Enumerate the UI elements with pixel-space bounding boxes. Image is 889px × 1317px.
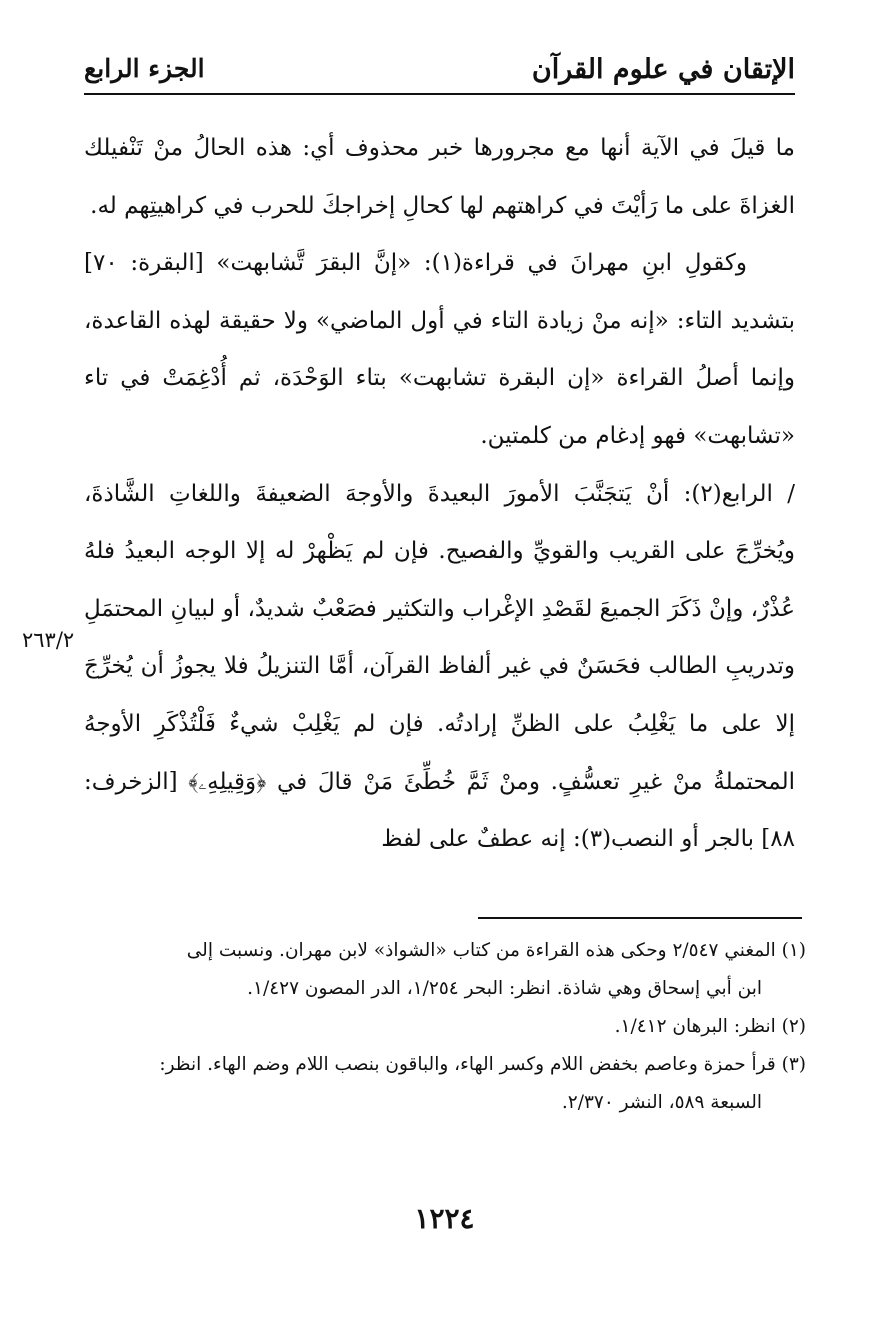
header-divider	[84, 93, 795, 95]
footnote-text: قرأ حمزة وعاصم بخفض اللام وكسر الهاء، والباقون بنصب اللام وضم الهاء. انظر:	[159, 1054, 776, 1075]
page-header	[84, 50, 795, 90]
footnote-3-continuation: السبعة ٥٨٩، النشر ٢/٣٧٠.	[561, 1092, 762, 1113]
footnote-1-continuation: ابن أبي إسحاق وهي شاذة. انظر: البحر ١/٢٥٤، الدر المصون ١/٤٢٧.	[247, 978, 762, 999]
footnote-1	[84, 932, 806, 970]
footnote-3	[84, 1046, 806, 1084]
page-number: ١٢٢٤	[414, 1202, 475, 1235]
footnote-divider	[478, 917, 802, 919]
footnote-text: انظر: البرهان ١/٤١٢.	[614, 1016, 776, 1037]
book-title: الإتقان في علوم القرآن	[531, 54, 795, 85]
footnote-text: المغني ٢/٥٤٧ وحكى هذه القراءة من كتاب «الشواذ» لابن مهران. ونسبت إلى	[186, 940, 776, 961]
part-label: الجزء الرابع	[84, 54, 205, 83]
footnote-2	[84, 1008, 806, 1046]
footnotes	[84, 932, 806, 1122]
paragraph-3: / الرابع(٢): أنْ يَتجَنَّبَ الأمورَ البعيدةَ والأوجهَ الضعيفةَ واللغاتِ الشَّاذةَ، ويُخرِّجَ على القريب والقويِّ والفصيح. فإن لم يَظْهرْ له إلا الوجه البعيدُ فلهُ عُذْرٌ، وإنْ ذَكَرَ الجميعَ لقَصْدِ الإغْراب والتكثير فصَعْبٌ شديدٌ، أو لبيانِ المحتمَلِ وتدريبِ الطالب فحَسَنٌ في غير ألفاظ القرآن، أمَّا التنزيلُ فلا يجوزُ أن يُخرِّجَ إلا على ما يَغْلِبُ على الظنِّ إرادتُه. فإن لم يَغْلِبْ شيءٌ فَلْتُذْكَرِ الأوجهُ المحتملةُ منْ غيرِ تعسُّفٍ. ومنْ ثَمَّ خُطِّئَ مَنْ قالَ في ﴿وَقِيلِهِۦ﴾ [الزخرف: ٨٨] بالجر أو النصب(٣): إنه عطفٌ على لفظ	[84, 480, 795, 853]
footnote-marker: (١)	[781, 940, 806, 961]
paragraph-1: ما قيلَ في الآية أنها مع مجرورها خبر محذوف أي: هذه الحالُ منْ تَنْفيلك الغزاةَ على ما رَأيْتَ في كراهتهم لها كحالِ إخراجكَ للحرب في كراهيتِهم له.	[84, 135, 795, 219]
paragraph-2: وكقولِ ابنِ مهرانَ في قراءة(١): «إنَّ البقرَ تَّشابهت» [البقرة: ٧٠] بتشديد التاء: «إنه منْ زيادة التاء في أول الماضي» ولا حقيقة لهذه القاعدة، وإنما أصلُ القراءة «إن البقرة تشابهت» بتاء الوَحْدَة، ثم أُدْغِمَتْ في تاء «تشابهت» فهو إدغام من كلمتين.	[84, 250, 795, 449]
margin-page-reference: ٢٦٣/٢	[22, 628, 75, 652]
footnote-marker: (٢)	[781, 1016, 806, 1037]
footnote-marker: (٣)	[781, 1054, 806, 1075]
main-text	[22, 120, 795, 869]
